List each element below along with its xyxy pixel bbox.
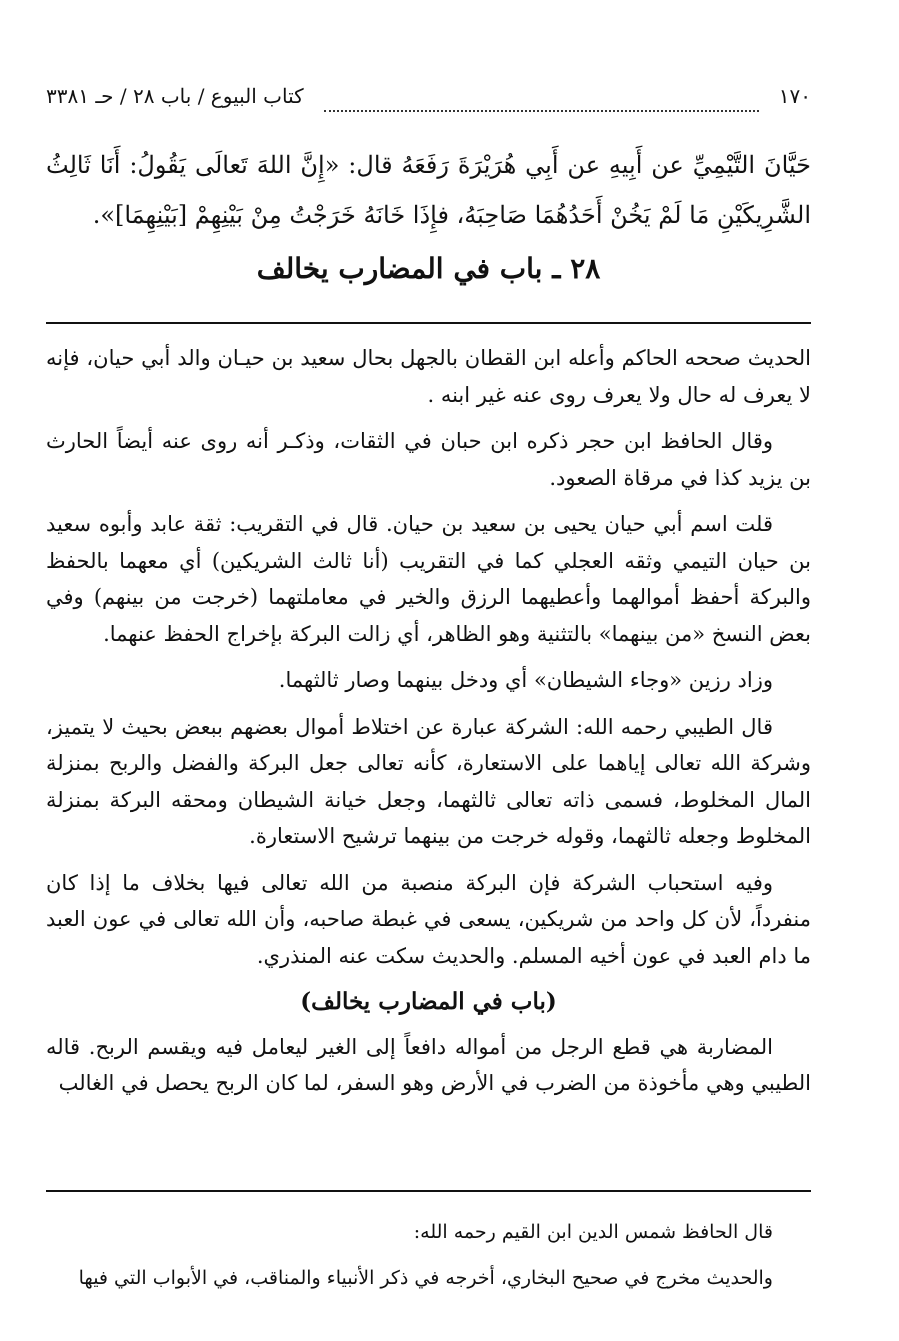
commentary-block (46, 340, 811, 1112)
commentary-paragraph: وقال الحافظ ابن حجر ذكره ابن حبان في الثقات، وذكـر أنه روى عنه أيضاً الحارث بن يزيد كذا في مرقاة الصعود. (46, 429, 811, 490)
commentary-paragraph: قال الطيبي رحمه الله: الشركة عبارة عن اختلاط أموال بعضهم ببعض بحيث لا يتميز، وشركة الله تعالى إياهما على الاستعارة، كأنه تعالى جعل البركة والفضل والربح بمنزلة المال المخلوط، فسمى ذاته تعالى ثالثهما، وجعل خيانة الشيطان ومحقه البركة بمنزلة المخلوط وجعله ثالثهما، وقوله خرجت من بينهما ترشيح الاستعارة. (46, 714, 811, 848)
footnote-line: والحديث مخرج في صحيح البخاري، أخرجه في ذكر الأنبياء والمناقب، في الأبواب التي فيها (78, 1267, 773, 1289)
divider-rule (46, 322, 811, 324)
hadith-text: حَيَّانَ التَّيْمِيِّ عن أَبِيهِ عن أَبِي هُرَيْرَةَ رَفَعَهُ قال: «إِنَّ اللهَ تَعالَى يَقُولُ: أَنَا ثَالِثُ الشَّرِيكَيْنِ مَا لَمْ يَخُنْ أَحَدُهُمَا صَاحِبَهُ، فإِذَا خَانَهُ خَرَجْتُ مِنْ بَيْنِهِمْ [بَيْنِهِمَا]». (46, 151, 811, 229)
running-head (46, 84, 811, 118)
footnote-block (46, 1212, 811, 1304)
commentary-paragraph: وزاد رزين «وجاء الشيطان» أي ودخل بينهما وصار ثالثهما. (278, 668, 773, 692)
commentary-subheading: (باب في المضارب يخالف) (300, 988, 557, 1015)
footnote-divider (46, 1190, 811, 1192)
book-page (46, 0, 811, 1341)
chapter-heading: ٢٨ ـ باب في المضارب يخالف (256, 252, 601, 285)
commentary-paragraph: وفيه استحباب الشركة فإن البركة منصبة من الله تعالى فيها بخلاف ما إذا كان منفرداً، لأن كل واحد من شريكين، يسعى في غبطة صاحبه، وأن الله تعالى في عون العبد ما دام العبد في عون أخيه المسلم. والحديث سكت عنه المنذري. (46, 870, 811, 968)
commentary-paragraph: المضاربة هي قطع الرجل من أمواله دافعاً إلى الغير ليعامل فيه ويقسم الربح. قاله الطيبي وهي مأخوذة من الضرب في الأرض وهو السفر، لما كان الربح يحصل في الغالب (46, 1034, 811, 1095)
commentary-paragraph: قلت اسم أبي حيان يحيى بن سعيد بن حيان. قال في التقريب: ثقة عابد وأبوه سعيد بن حيان التيمي وثقه العجلي كما في التقريب (أنا ثالث الشريكين) أي معهما بالحفظ والبركة أحفظ أموالهما وأعطيهما الرزق والخير في معاملتهما (خرجت من بينهم) وفي بعض النسخ «من بينهما» بالتثنية وهو الظاهر، أي زالت البركة بإخراج الحفظ عنهما. (46, 512, 811, 646)
running-title: كتاب البيوع / باب ٢٨ / حـ ٣٣٨١ (46, 84, 304, 108)
commentary-paragraph: الحديث صححه الحاكم وأعله ابن القطان بالجهل بحال سعيد بن حيـان والد أبي حيان، فإنه لا يعرف له حال ولا يعرف روى عنه غير ابنه . (46, 346, 811, 407)
leader-dots (324, 109, 759, 112)
page-number: ١٧٠ (778, 84, 811, 108)
footnote-line: قال الحافظ شمس الدين ابن القيم رحمه الله: (413, 1221, 773, 1243)
